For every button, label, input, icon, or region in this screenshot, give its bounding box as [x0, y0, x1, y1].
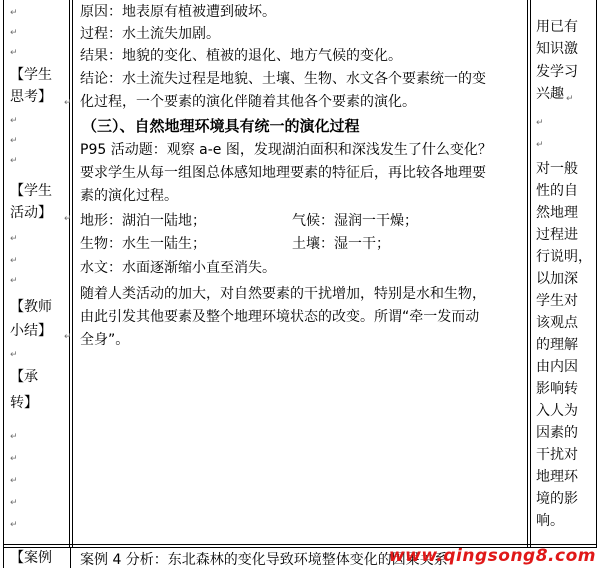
- label-student-thinking-1: 【学生: [10, 67, 52, 83]
- note-line: 对一般: [536, 161, 578, 177]
- text-cause: 原因：地表原有植被遭到破坏。: [80, 4, 276, 20]
- note-line: 兴趣: [536, 86, 564, 102]
- label-student-activity-2: 活动】: [10, 205, 52, 221]
- text-conclusion-1: 结论：水土流失过程是地貌、土壤、生物、水文各个要素统一的变: [80, 71, 486, 87]
- note-line: 的理解: [536, 337, 578, 353]
- note-line: 干扰对: [536, 447, 578, 463]
- text-activity-2: 要求学生从每一组图总体感知地理要素的特征后，再比较各地理要: [80, 165, 486, 181]
- paragraph-mark: ↵: [10, 156, 18, 166]
- note-line: 因素的: [536, 425, 578, 441]
- text-case-analysis: 案例 4 分析：东北森林的变化导致环境整体变化的因果关系: [80, 552, 448, 568]
- table-divider-1b: [72, 0, 73, 548]
- paragraph-mark: ↵: [10, 28, 18, 38]
- label-teacher-summary-1: 【教师: [10, 299, 52, 315]
- paragraph-mark: ↵: [10, 136, 18, 146]
- paragraph-mark: ↵: [10, 48, 18, 58]
- note-line: 影响转: [536, 381, 578, 397]
- text-activity-3: 素的演化过程。: [80, 188, 178, 204]
- note-line: 由内因: [536, 359, 578, 375]
- note-line: 用已有: [536, 19, 578, 35]
- paragraph-mark: ↵: [10, 256, 18, 266]
- section-title: （三）、自然地理环境具有统一的演化过程: [82, 117, 360, 135]
- text-biology: 生物：水生一陆生；: [80, 236, 206, 252]
- text-process: 过程：水土流失加剧。: [80, 26, 220, 42]
- note-line: 过程进: [536, 227, 578, 243]
- note-line: 行说明，: [536, 249, 592, 265]
- text-result: 结果：地貌的变化、植被的退化、地方气候的变化。: [80, 48, 402, 64]
- table-divider-1a: [69, 0, 70, 548]
- text-summary-1: 随着人类活动的加大，对自然要素的干扰增加，特别是水和生物，: [80, 286, 486, 302]
- note-line: 地理环: [536, 469, 578, 485]
- paragraph-mark: ↵: [536, 140, 544, 150]
- text-landform: 地形：湖泊一陆地；: [80, 213, 206, 229]
- paragraph-mark: ↵: [10, 476, 18, 486]
- text-summary-2: 由此引发其他要素及整个地理环境状态的改变。所谓“牵一发而动: [80, 309, 480, 325]
- paragraph-mark: ↵: [10, 520, 18, 530]
- table-divider-bottom: [70, 548, 71, 568]
- text-conclusion-2: 化过程，一个要素的演化伴随着其他各个要素的演化。: [80, 94, 416, 110]
- note-line: 境的影: [536, 491, 578, 507]
- text-summary-3: 全身”。: [80, 332, 130, 348]
- note-line: 学生对: [536, 293, 578, 309]
- text-activity-1: P95 活动题：观察 a-e 图，发现湖泊面积和深浅发生了什么变化？: [80, 142, 492, 158]
- note-line: 性的自: [536, 183, 578, 199]
- note-line: 然地理: [536, 205, 578, 221]
- table-border-left: [3, 0, 4, 568]
- paragraph-mark: ↵: [10, 234, 18, 244]
- label-teacher-summary-2: 小结】: [10, 323, 52, 339]
- paragraph-mark: ↵: [64, 332, 72, 342]
- paragraph-mark: ↵: [536, 118, 544, 128]
- paragraph-mark: ↵: [64, 98, 72, 108]
- label-transition-1: 【承: [10, 369, 38, 385]
- note-line: 以加深: [536, 271, 578, 287]
- label-case: 【案例: [10, 550, 52, 566]
- label-student-activity-1: 【学生: [10, 183, 52, 199]
- paragraph-mark: ↵: [64, 214, 72, 224]
- paragraph-mark: ↵: [10, 8, 18, 18]
- text-climate: 气候：湿润一干燥；: [292, 213, 418, 229]
- label-student-thinking-2: 思考】: [10, 89, 52, 105]
- paragraph-mark: ↵: [10, 350, 18, 360]
- site-watermark: www.qingsong8.com: [388, 546, 596, 566]
- note-line: 知识激: [536, 41, 578, 57]
- note-line: 该观点: [536, 315, 578, 331]
- paragraph-mark: ↵: [10, 116, 18, 126]
- table-border-right: [596, 0, 597, 548]
- table-divider-2a: [527, 0, 528, 548]
- text-soil: 土壤：湿一干；: [292, 236, 390, 252]
- table-divider-2b: [530, 0, 531, 548]
- table-row-separator-a: [3, 544, 597, 545]
- paragraph-mark: ↵: [10, 498, 18, 508]
- paragraph-mark: ↵: [10, 432, 18, 442]
- note-line: 响。: [536, 513, 564, 529]
- note-line: 发学习: [536, 64, 578, 80]
- paragraph-mark: ↵: [10, 454, 18, 464]
- note-line: 入人为: [536, 403, 578, 419]
- label-transition-2: 转】: [10, 395, 38, 411]
- text-hydrology: 水文：水面逐渐缩小直至消失。: [80, 260, 276, 276]
- paragraph-mark: ↵: [566, 94, 574, 104]
- paragraph-mark: ↵: [10, 276, 18, 286]
